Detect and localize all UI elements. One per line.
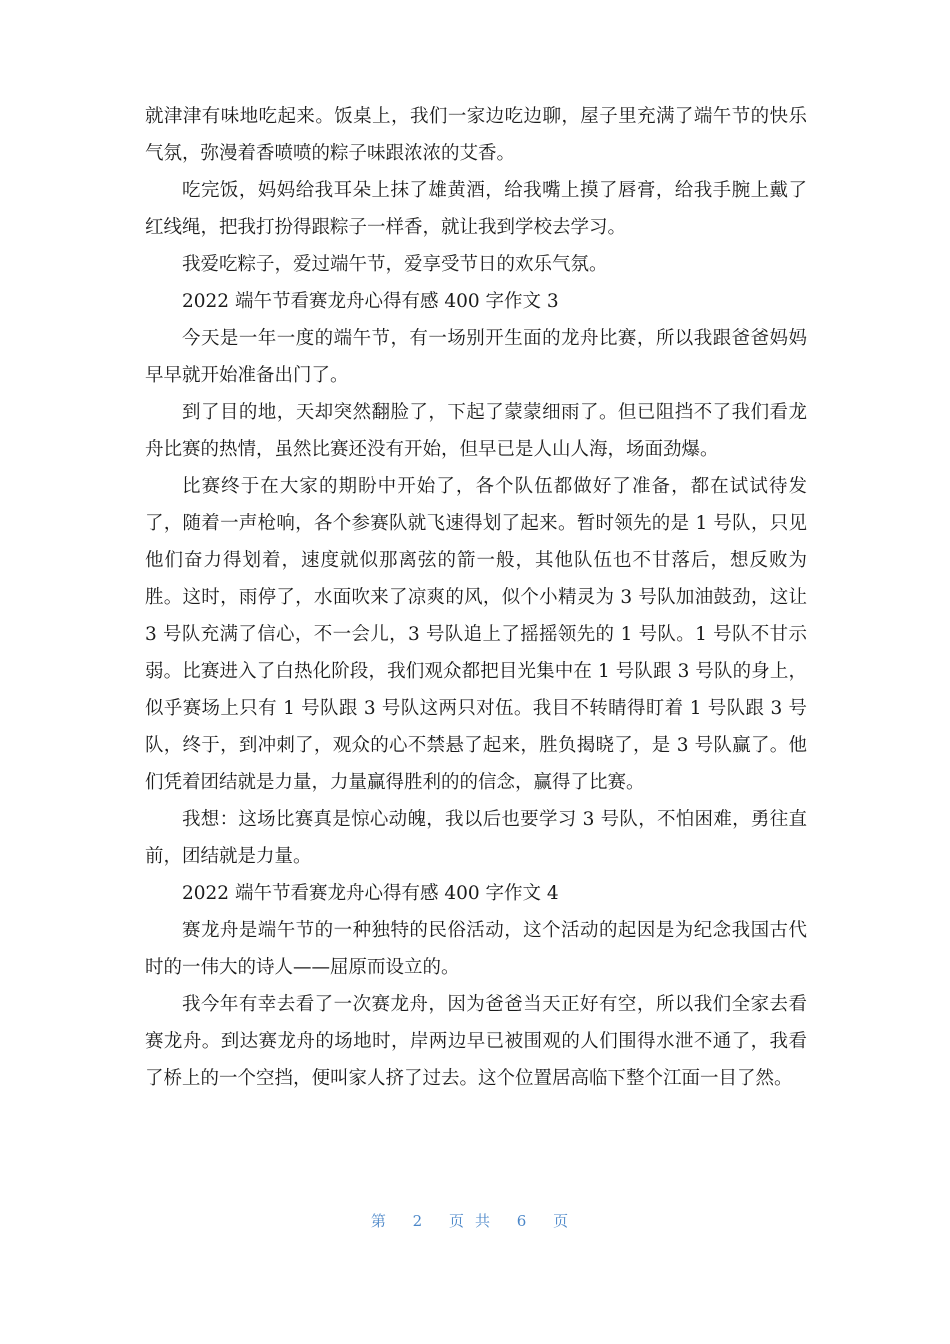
paragraph: 到了目的地，天却突然翻脸了，下起了蒙蒙细雨了。但已阻挡不了我们看龙舟比赛的热情，虽然比赛还没有开始，但早已是人山人海，场面劲爆。 [145,402,807,460]
paragraph: 赛龙舟是端午节的一种独特的民俗活动，这个活动的起因是为纪念我国古代时的一伟大的诗人——屈原而设立的。 [145,920,807,978]
document-body [145,98,807,1097]
paragraph: 吃完饭，妈妈给我耳朵上抹了雄黄酒，给我嘴上摸了唇膏，给我手腕上戴了红线绳，把我打扮得跟粽子一样香，就让我到学校去学习。 [145,180,807,238]
page-number: 第 2 页共 6 页 [370,1212,580,1230]
paragraph: 我想：这场比赛真是惊心动魄，我以后也要学习 3 号队，不怕困难，勇往直前，团结就是力量。 [145,809,807,867]
section-heading: 2022 端午节看赛龙舟心得有感 400 字作文 3 [182,291,559,312]
paragraph-continued: 就津津有味地吃起来。饭桌上，我们一家边吃边聊，屋子里充满了端午节的快乐气氛，弥漫着香喷喷的粽子味跟浓浓的艾香。 [145,106,807,164]
section-heading: 2022 端午节看赛龙舟心得有感 400 字作文 4 [182,883,559,904]
paragraph: 我爱吃粽子，爱过端午节，爱享受节日的欢乐气氛。 [182,254,608,275]
paragraph: 比赛终于在大家的期盼中开始了，各个队伍都做好了准备，都在试试待发了，随着一声枪响，各个参赛队就飞速得划了起来。暂时领先的是 1 号队，只见他们奋力得划着，速度就似那离弦的箭一般，其他队伍也不甘落后，想反败为胜。这时，雨停了，水面吹来了凉爽的风，似个小精灵为 3 号队加油鼓劲，这让 3 号队充满了信心，不一会儿，3 号队追上了摇摇领先的 1 号队。1 号队不甘示弱。比赛进入了白热化阶段，我们观众都把目光集中在 1 号队跟 3 号队的身上，似乎赛场上只有 1 号队跟 3 号队这两只对伍。我目不转睛得盯着 1 号队跟 3 号队，终于，到冲刺了，观众的心不禁悬了起来，胜负揭晓了，是 3 号队赢了。他们凭着团结就是力量，力量赢得胜利的的信念，赢得了比赛。 [145,476,807,793]
paragraph: 我今年有幸去看了一次赛龙舟，因为爸爸当天正好有空，所以我们全家去看赛龙舟。到达赛龙舟的场地时，岸两边早已被围观的人们围得水泄不通了，我看了桥上的一个空挡，便叫家人挤了过去。这个位置居高临下整个江面一目了然。 [145,994,807,1089]
paragraph: 今天是一年一度的端午节，有一场别开生面的龙舟比赛，所以我跟爸爸妈妈早早就开始准备出门了。 [145,328,807,386]
